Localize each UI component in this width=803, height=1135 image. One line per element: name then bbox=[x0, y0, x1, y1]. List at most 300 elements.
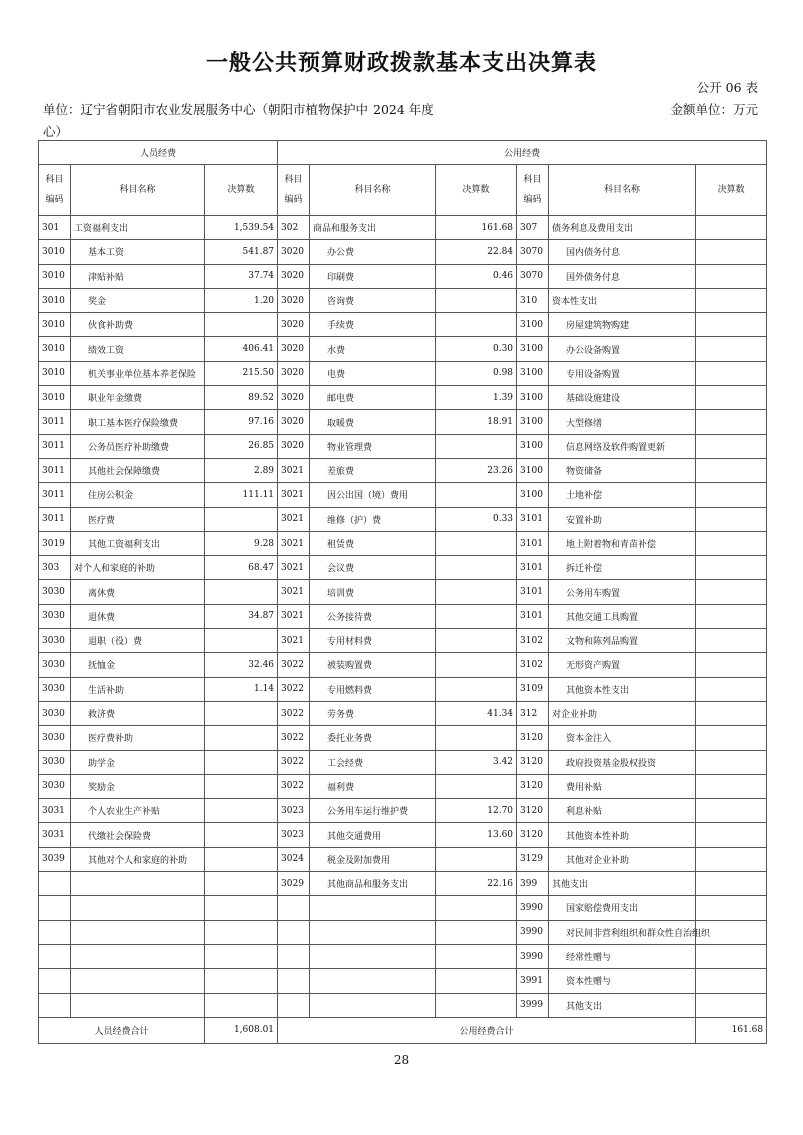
cell-code bbox=[278, 896, 310, 920]
cell-code: 3120 bbox=[517, 726, 549, 750]
cell-amount: 9.28 bbox=[205, 531, 278, 555]
cell-name: 公务用车运行维护费 bbox=[310, 799, 436, 823]
table-row bbox=[39, 337, 767, 361]
cell-name: 税金及附加费用 bbox=[310, 847, 436, 871]
cell-amount bbox=[696, 216, 767, 240]
cell-amount bbox=[205, 823, 278, 847]
cell-amount bbox=[205, 872, 278, 896]
table-row bbox=[39, 264, 767, 288]
cell-amount: 1.39 bbox=[436, 386, 517, 410]
cell-amount bbox=[696, 993, 767, 1017]
cell-code: 3020 bbox=[278, 240, 310, 264]
cell-name: 利息补贴 bbox=[549, 799, 696, 823]
cell-code: 3120 bbox=[517, 799, 549, 823]
cell-name: 取暖费 bbox=[310, 410, 436, 434]
page-title: 一般公共预算财政拨款基本支出决算表 bbox=[205, 51, 597, 76]
cell-name: 商品和服务支出 bbox=[310, 216, 436, 240]
cell-code: 3022 bbox=[278, 750, 310, 774]
cell-amount bbox=[205, 580, 278, 604]
cell-name: 其他支出 bbox=[549, 993, 696, 1017]
totals-public-value: 161.68 bbox=[696, 1017, 767, 1043]
cell-code: 3022 bbox=[278, 653, 310, 677]
cell-amount bbox=[436, 629, 517, 653]
cell-amount bbox=[696, 701, 767, 725]
cell-name: 费用补贴 bbox=[549, 774, 696, 798]
cell-code: 3020 bbox=[278, 410, 310, 434]
cell-code: 3021 bbox=[278, 531, 310, 555]
cell-code: 3070 bbox=[517, 240, 549, 264]
cell-amount bbox=[436, 993, 517, 1017]
cell-name: 基础设施建设 bbox=[549, 386, 696, 410]
cell-amount: 89.52 bbox=[205, 386, 278, 410]
cell-amount bbox=[696, 604, 767, 628]
cell-name: 维修（护）费 bbox=[310, 507, 436, 531]
cell-name: 其他对企业补助 bbox=[549, 847, 696, 871]
cell-amount bbox=[436, 774, 517, 798]
cell-code: 3011 bbox=[39, 434, 71, 458]
cell-code: 3011 bbox=[39, 483, 71, 507]
cell-name: 手续费 bbox=[310, 313, 436, 337]
cell-name: 对个人和家庭的补助 bbox=[71, 556, 205, 580]
cell-amount: 41.34 bbox=[436, 701, 517, 725]
cell-amount bbox=[696, 264, 767, 288]
cell-amount: 111.11 bbox=[205, 483, 278, 507]
section-public: 公用经费 bbox=[278, 141, 767, 165]
cell-amount: 22.16 bbox=[436, 872, 517, 896]
table-row bbox=[39, 677, 767, 701]
cell-name: 对民间非营利组织和群众性自治组织 bbox=[549, 920, 696, 944]
header-code: 科目编码 bbox=[39, 165, 71, 216]
cell-amount bbox=[205, 944, 278, 968]
cell-amount bbox=[696, 240, 767, 264]
cell-name: 奖金 bbox=[71, 288, 205, 312]
cell-amount: 0.46 bbox=[436, 264, 517, 288]
cell-name: 其他资本性支出 bbox=[549, 677, 696, 701]
cell-amount bbox=[205, 313, 278, 337]
cell-code: 3030 bbox=[39, 604, 71, 628]
cell-code: 3021 bbox=[278, 580, 310, 604]
cell-code: 3022 bbox=[278, 726, 310, 750]
cell-name: 救济费 bbox=[71, 701, 205, 725]
cell-amount bbox=[436, 483, 517, 507]
cell-name bbox=[310, 969, 436, 993]
table-row bbox=[39, 386, 767, 410]
table-row bbox=[39, 969, 767, 993]
cell-code: 3020 bbox=[278, 288, 310, 312]
cell-amount bbox=[696, 531, 767, 555]
cell-amount bbox=[696, 483, 767, 507]
table-row bbox=[39, 507, 767, 531]
cell-code bbox=[278, 920, 310, 944]
cell-code bbox=[278, 969, 310, 993]
cell-name: 生活补助 bbox=[71, 677, 205, 701]
section-personnel: 人员经费 bbox=[39, 141, 278, 165]
cell-name: 其他工资福利支出 bbox=[71, 531, 205, 555]
cell-amount bbox=[696, 507, 767, 531]
cell-name: 住房公积金 bbox=[71, 483, 205, 507]
header-name: 科目名称 bbox=[71, 165, 205, 216]
cell-amount: 18.91 bbox=[436, 410, 517, 434]
cell-code: 3010 bbox=[39, 361, 71, 385]
cell-amount: 1,539.54 bbox=[205, 216, 278, 240]
cell-code: 3100 bbox=[517, 434, 549, 458]
cell-name bbox=[310, 944, 436, 968]
cell-code: 3029 bbox=[278, 872, 310, 896]
cell-amount: 215.50 bbox=[205, 361, 278, 385]
cell-name: 大型修缮 bbox=[549, 410, 696, 434]
table-row bbox=[39, 458, 767, 482]
cell-name: 资本性赠与 bbox=[549, 969, 696, 993]
cell-name: 公务接待费 bbox=[310, 604, 436, 628]
cell-amount bbox=[436, 944, 517, 968]
cell-code: 3039 bbox=[39, 847, 71, 871]
cell-name: 委托业务费 bbox=[310, 726, 436, 750]
cell-code: 307 bbox=[517, 216, 549, 240]
cell-name: 公务员医疗补助缴费 bbox=[71, 434, 205, 458]
cell-code: 3021 bbox=[278, 507, 310, 531]
cell-amount bbox=[696, 823, 767, 847]
cell-code: 3990 bbox=[517, 920, 549, 944]
cell-code: 3021 bbox=[278, 458, 310, 482]
cell-name: 土地补偿 bbox=[549, 483, 696, 507]
table-row bbox=[39, 410, 767, 434]
cell-name: 培训费 bbox=[310, 580, 436, 604]
cell-name: 信息网络及软件购置更新 bbox=[549, 434, 696, 458]
cell-code: 3019 bbox=[39, 531, 71, 555]
cell-code: 3010 bbox=[39, 240, 71, 264]
cell-name: 离休费 bbox=[71, 580, 205, 604]
cell-name: 劳务费 bbox=[310, 701, 436, 725]
cell-amount bbox=[205, 799, 278, 823]
cell-code bbox=[39, 896, 71, 920]
cell-code: 3120 bbox=[517, 823, 549, 847]
cell-code bbox=[39, 872, 71, 896]
cell-code: 3030 bbox=[39, 701, 71, 725]
cell-name: 资本性支出 bbox=[549, 288, 696, 312]
cell-code: 3020 bbox=[278, 337, 310, 361]
cell-code: 3011 bbox=[39, 507, 71, 531]
cell-name: 房屋建筑物购建 bbox=[549, 313, 696, 337]
cell-name: 水费 bbox=[310, 337, 436, 361]
cell-amount bbox=[696, 337, 767, 361]
cell-amount bbox=[696, 872, 767, 896]
table-row bbox=[39, 799, 767, 823]
cell-amount: 13.60 bbox=[436, 823, 517, 847]
cell-code: 3101 bbox=[517, 556, 549, 580]
cell-amount: 37.74 bbox=[205, 264, 278, 288]
cell-code: 3010 bbox=[39, 337, 71, 361]
table-row bbox=[39, 288, 767, 312]
cell-name: 伙食补助费 bbox=[71, 313, 205, 337]
cell-amount bbox=[696, 750, 767, 774]
cell-code: 3011 bbox=[39, 458, 71, 482]
cell-code bbox=[39, 993, 71, 1017]
expenditure-table bbox=[38, 140, 767, 1044]
cell-name bbox=[71, 993, 205, 1017]
totals-personnel-value: 1,608.01 bbox=[205, 1017, 278, 1043]
cell-code: 3120 bbox=[517, 750, 549, 774]
cell-name: 政府投资基金股权投资 bbox=[549, 750, 696, 774]
cell-amount bbox=[436, 313, 517, 337]
cell-code: 3010 bbox=[39, 288, 71, 312]
cell-name: 物业管理费 bbox=[310, 434, 436, 458]
cell-amount bbox=[436, 531, 517, 555]
cell-code: 3101 bbox=[517, 604, 549, 628]
cell-amount bbox=[696, 386, 767, 410]
cell-name: 安置补助 bbox=[549, 507, 696, 531]
cell-code: 3990 bbox=[517, 944, 549, 968]
table-row bbox=[39, 483, 767, 507]
cell-amount bbox=[436, 653, 517, 677]
cell-name: 经常性赠与 bbox=[549, 944, 696, 968]
cell-name: 会议费 bbox=[310, 556, 436, 580]
cell-code: 3100 bbox=[517, 386, 549, 410]
cell-name: 职业年金缴费 bbox=[71, 386, 205, 410]
cell-code: 3011 bbox=[39, 410, 71, 434]
header-amount: 决算数 bbox=[436, 165, 517, 216]
table-row bbox=[39, 216, 767, 240]
header-name: 科目名称 bbox=[549, 165, 696, 216]
cell-amount bbox=[205, 726, 278, 750]
cell-code: 3101 bbox=[517, 507, 549, 531]
cell-name: 其他对个人和家庭的补助 bbox=[71, 847, 205, 871]
cell-amount bbox=[696, 653, 767, 677]
cell-name: 差旅费 bbox=[310, 458, 436, 482]
cell-amount: 161.68 bbox=[436, 216, 517, 240]
table-row bbox=[39, 896, 767, 920]
cell-amount bbox=[205, 847, 278, 871]
header-name: 科目名称 bbox=[310, 165, 436, 216]
column-header-row bbox=[39, 165, 767, 216]
cell-code: 3021 bbox=[278, 483, 310, 507]
section-header-row bbox=[39, 141, 767, 165]
cell-code: 3024 bbox=[278, 847, 310, 871]
table-row bbox=[39, 944, 767, 968]
cell-code: 3022 bbox=[278, 701, 310, 725]
cell-name: 奖励金 bbox=[71, 774, 205, 798]
table-row bbox=[39, 556, 767, 580]
cell-code: 3999 bbox=[517, 993, 549, 1017]
cell-amount bbox=[436, 556, 517, 580]
cell-amount bbox=[696, 896, 767, 920]
cell-name bbox=[71, 896, 205, 920]
cell-name: 福利费 bbox=[310, 774, 436, 798]
cell-code: 3030 bbox=[39, 580, 71, 604]
cell-code: 301 bbox=[39, 216, 71, 240]
cell-amount: 1.14 bbox=[205, 677, 278, 701]
table-row bbox=[39, 629, 767, 653]
cell-amount bbox=[696, 629, 767, 653]
table-row bbox=[39, 920, 767, 944]
table-row bbox=[39, 604, 767, 628]
cell-code: 3990 bbox=[517, 896, 549, 920]
header-amount: 决算数 bbox=[205, 165, 278, 216]
table-row bbox=[39, 750, 767, 774]
cell-name: 公务用车购置 bbox=[549, 580, 696, 604]
year-label: 2024 年度 bbox=[373, 102, 434, 117]
cell-name: 咨询费 bbox=[310, 288, 436, 312]
cell-amount bbox=[205, 920, 278, 944]
cell-amount: 12.70 bbox=[436, 799, 517, 823]
cell-amount bbox=[205, 750, 278, 774]
cell-name: 国内债务付息 bbox=[549, 240, 696, 264]
cell-name: 职工基本医疗保险缴费 bbox=[71, 410, 205, 434]
cell-amount: 0.98 bbox=[436, 361, 517, 385]
totals-row bbox=[39, 1017, 767, 1043]
cell-name: 被装购置费 bbox=[310, 653, 436, 677]
cell-amount bbox=[205, 969, 278, 993]
cell-name: 代缴社会保险费 bbox=[71, 823, 205, 847]
cell-name: 其他社会保障缴费 bbox=[71, 458, 205, 482]
cell-code: 302 bbox=[278, 216, 310, 240]
cell-name: 工会经费 bbox=[310, 750, 436, 774]
cell-name: 无形资产购置 bbox=[549, 653, 696, 677]
cell-amount bbox=[436, 677, 517, 701]
cell-name: 退职（役）费 bbox=[71, 629, 205, 653]
table-row bbox=[39, 240, 767, 264]
cell-name: 办公费 bbox=[310, 240, 436, 264]
cell-amount bbox=[436, 969, 517, 993]
cell-amount bbox=[205, 701, 278, 725]
cell-amount: 541.87 bbox=[205, 240, 278, 264]
cell-code: 399 bbox=[517, 872, 549, 896]
cell-name: 资本金注入 bbox=[549, 726, 696, 750]
cell-name bbox=[71, 969, 205, 993]
table-row bbox=[39, 313, 767, 337]
cell-code: 3021 bbox=[278, 556, 310, 580]
cell-name: 其他支出 bbox=[549, 872, 696, 896]
cell-name: 专用设备购置 bbox=[549, 361, 696, 385]
cell-amount: 2.89 bbox=[205, 458, 278, 482]
cell-name bbox=[71, 944, 205, 968]
cell-name: 对企业补助 bbox=[549, 701, 696, 725]
cell-amount: 32.46 bbox=[205, 653, 278, 677]
header-code: 科目编码 bbox=[517, 165, 549, 216]
cell-name bbox=[71, 872, 205, 896]
table-row bbox=[39, 823, 767, 847]
cell-name: 文物和陈列品购置 bbox=[549, 629, 696, 653]
cell-name: 基本工资 bbox=[71, 240, 205, 264]
cell-amount bbox=[696, 799, 767, 823]
cell-name: 医疗费 bbox=[71, 507, 205, 531]
cell-code: 3020 bbox=[278, 434, 310, 458]
cell-name bbox=[310, 896, 436, 920]
cell-code: 303 bbox=[39, 556, 71, 580]
table-row bbox=[39, 434, 767, 458]
cell-code: 3021 bbox=[278, 604, 310, 628]
cell-name bbox=[310, 920, 436, 944]
cell-name: 津贴补贴 bbox=[71, 264, 205, 288]
cell-name: 医疗费补助 bbox=[71, 726, 205, 750]
cell-amount: 3.42 bbox=[436, 750, 517, 774]
table-row bbox=[39, 653, 767, 677]
table-row bbox=[39, 701, 767, 725]
cell-amount: 1.20 bbox=[205, 288, 278, 312]
cell-name: 国家赔偿费用支出 bbox=[549, 896, 696, 920]
cell-code: 310 bbox=[517, 288, 549, 312]
cell-name: 国外债务付息 bbox=[549, 264, 696, 288]
cell-name: 其他商品和服务支出 bbox=[310, 872, 436, 896]
cell-name: 助学金 bbox=[71, 750, 205, 774]
cell-code: 3101 bbox=[517, 531, 549, 555]
cell-code bbox=[39, 920, 71, 944]
cell-code: 3021 bbox=[278, 629, 310, 653]
table-row bbox=[39, 872, 767, 896]
cell-name: 专用燃料费 bbox=[310, 677, 436, 701]
table-row bbox=[39, 531, 767, 555]
cell-amount bbox=[696, 556, 767, 580]
cell-name: 地上附着物和青苗补偿 bbox=[549, 531, 696, 555]
cell-amount bbox=[696, 288, 767, 312]
cell-amount bbox=[696, 458, 767, 482]
header-code: 科目编码 bbox=[278, 165, 310, 216]
cell-code: 3101 bbox=[517, 580, 549, 604]
cell-code: 3991 bbox=[517, 969, 549, 993]
cell-name: 专用材料费 bbox=[310, 629, 436, 653]
cell-code: 3030 bbox=[39, 629, 71, 653]
cell-code: 3030 bbox=[39, 677, 71, 701]
amount-unit-label: 金额单位：万元 bbox=[670, 102, 758, 117]
table-row bbox=[39, 726, 767, 750]
cell-amount bbox=[696, 410, 767, 434]
cell-code: 3022 bbox=[278, 677, 310, 701]
cell-amount bbox=[696, 677, 767, 701]
cell-amount: 23.26 bbox=[436, 458, 517, 482]
cell-code: 3102 bbox=[517, 629, 549, 653]
cell-amount bbox=[696, 361, 767, 385]
cell-amount bbox=[696, 847, 767, 871]
cell-code: 3109 bbox=[517, 677, 549, 701]
cell-amount bbox=[696, 434, 767, 458]
cell-amount bbox=[436, 726, 517, 750]
cell-amount: 26.85 bbox=[205, 434, 278, 458]
totals-personnel-label: 人员经费合计 bbox=[39, 1017, 205, 1043]
cell-code: 3102 bbox=[517, 653, 549, 677]
form-number: 公开 06 表 bbox=[696, 80, 758, 95]
cell-amount bbox=[205, 507, 278, 531]
cell-code: 3010 bbox=[39, 313, 71, 337]
cell-name: 绩效工资 bbox=[71, 337, 205, 361]
cell-name: 其他资本性补助 bbox=[549, 823, 696, 847]
cell-name: 债务利息及费用支出 bbox=[549, 216, 696, 240]
table-row bbox=[39, 361, 767, 385]
cell-amount bbox=[205, 629, 278, 653]
totals-public-label: 公用经费合计 bbox=[278, 1017, 696, 1043]
cell-amount: 406.41 bbox=[205, 337, 278, 361]
cell-code: 3020 bbox=[278, 386, 310, 410]
cell-name: 个人农业生产补贴 bbox=[71, 799, 205, 823]
cell-amount bbox=[436, 847, 517, 871]
cell-amount bbox=[436, 920, 517, 944]
cell-code: 3030 bbox=[39, 750, 71, 774]
cell-amount bbox=[436, 896, 517, 920]
cell-name bbox=[71, 920, 205, 944]
cell-name: 其他交通费用 bbox=[310, 823, 436, 847]
cell-name: 物资储备 bbox=[549, 458, 696, 482]
cell-code: 3120 bbox=[517, 774, 549, 798]
cell-amount bbox=[205, 774, 278, 798]
cell-code: 3030 bbox=[39, 726, 71, 750]
table-row bbox=[39, 847, 767, 871]
cell-code: 3020 bbox=[278, 264, 310, 288]
cell-amount bbox=[696, 774, 767, 798]
cell-code: 3100 bbox=[517, 313, 549, 337]
cell-name: 印刷费 bbox=[310, 264, 436, 288]
cell-amount: 97.16 bbox=[205, 410, 278, 434]
cell-amount: 34.87 bbox=[205, 604, 278, 628]
cell-code: 3100 bbox=[517, 410, 549, 434]
cell-name: 机关事业单位基本养老保险 bbox=[71, 361, 205, 385]
